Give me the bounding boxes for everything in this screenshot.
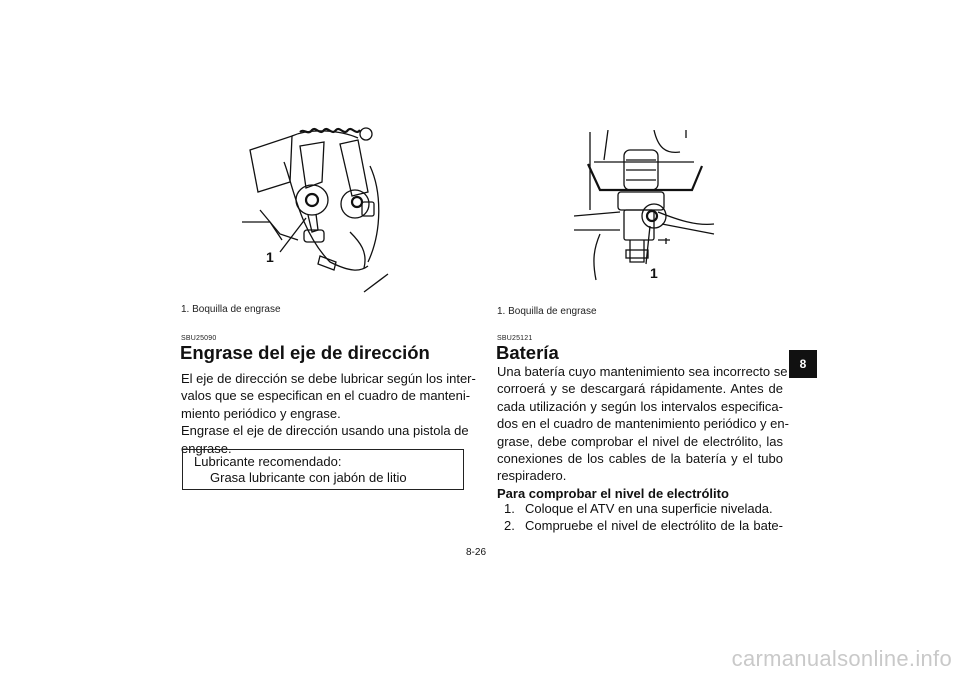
chapter-tab: 8 <box>789 350 817 378</box>
right-figure-illustration <box>574 130 716 290</box>
right-figure-caption: 1. Boquilla de engrase <box>497 306 597 317</box>
steering-shaft-icon <box>242 128 388 292</box>
lubricant-label: Lubricante recomendado: <box>194 454 342 469</box>
right-section-code: SBU25121 <box>497 335 533 342</box>
electrolyte-check-subheading: Para comprobar el nivel de electrólito <box>497 486 729 501</box>
right-paragraph-line: grase, debe comprobar el nivel de electrólito, las <box>497 433 783 449</box>
right-figure-callout: 1 <box>650 265 658 281</box>
watermark: carmanualsonline.info <box>731 646 952 671</box>
left-figure-illustration <box>240 122 390 297</box>
lubricant-box <box>182 449 464 490</box>
right-paragraph-line: cada utilización y según los intervalos especifica- <box>497 398 783 414</box>
step-text: Coloque el ATV en una superficie nivelada. <box>525 501 773 516</box>
right-paragraph-line: dos en el cuadro de mantenimiento periódico y en- <box>497 416 789 432</box>
left-paragraph-line: valos que se especifican en el cuadro de manteni- <box>181 388 471 404</box>
left-section-code: SBU25090 <box>181 335 217 342</box>
left-figure-callout: 1 <box>266 249 274 265</box>
step-number: 1. <box>504 501 515 516</box>
left-figure-caption: 1. Boquilla de engrase <box>181 304 281 315</box>
steering-shaft-lower-icon <box>574 130 714 280</box>
lubricant-value: Grasa lubricante con jabón de litio <box>210 470 407 485</box>
left-paragraph-line: miento periódico y engrase. <box>181 405 341 421</box>
left-body-text <box>181 370 476 457</box>
right-paragraph-line: corroerá y se descargará rápidamente. Antes de <box>497 381 783 397</box>
right-section-title: Batería <box>496 342 559 363</box>
step-number: 2. <box>504 518 515 533</box>
right-paragraph-line: conexiones de los cables de la batería y el tubo <box>497 451 783 467</box>
right-paragraph-line: Una batería cuyo mantenimiento sea incorrecto se <box>497 364 788 379</box>
left-paragraph-line: El eje de dirección se debe lubricar según los inter- <box>181 371 476 386</box>
right-paragraph-line: respiradero. <box>497 468 567 484</box>
page-number: 8-26 <box>466 547 487 558</box>
left-paragraph-line: Engrase el eje de dirección usando una pistola de <box>181 423 469 439</box>
step-text: Compruebe el nivel de electrólito de la bate- <box>525 518 783 533</box>
right-body-text <box>497 363 789 485</box>
left-paragraph-line: engrase. <box>181 440 232 456</box>
left-section-title: Engrase del eje de dirección <box>180 342 430 363</box>
